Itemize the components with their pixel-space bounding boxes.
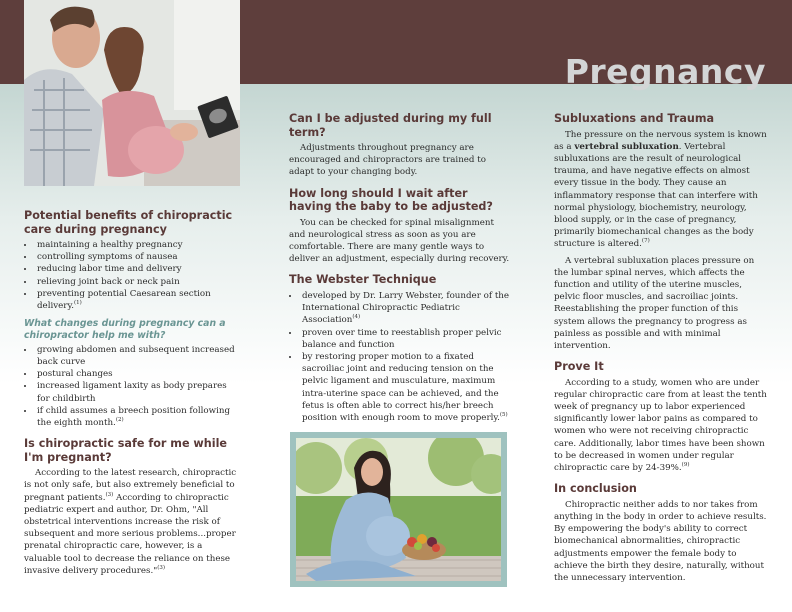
list-item-text: increased ligament laxity as body prepares for childbirth [37,381,227,404]
list-item [35,263,242,275]
benefits-list [24,239,242,312]
page-title: Pregnancy [564,52,766,91]
citation: (1) [73,300,82,307]
list-item [300,351,510,424]
list-item [300,327,510,351]
adjusted-section [289,112,510,179]
list-item-text: reducing labor time and delivery [37,264,182,275]
adjusted-heading: Can I be adjusted during my full term? [289,112,492,139]
list-item-text: controlling symptoms of nausea [37,252,178,263]
adjusted-paragraph: Adjustments throughout pregnancy are encouraged and chiropractors are trained to adapt to your changing body. [289,143,486,178]
prove-paragraph [554,377,770,475]
wait-paragraph: You can be checked for spinal misalignment and neurological stress as soon as you are comfortable. There are many gentle ways to deliver an adjustment, especially during recovery. [289,217,510,265]
paragraph-text: According to a study, women who are under regular chiropractic care from at least the tenth week of pregnancy up to labor experienced significantly lower labor pains as compared to women who were not receiving chiropractic care. Additionally, labor times have been shown to be decreased in women under regular chiropractic care by 24-39%. [554,377,767,474]
list-item [35,380,242,404]
benefits-section [24,209,242,429]
safety-section [24,437,242,577]
changes-heading: What changes during pregnancy can a chiropractor help me with? [24,318,226,342]
prove-heading: Prove It [554,360,604,374]
subluxations-paragraph-2: A vertebral subluxation places pressure on the lumbar spinal nerves, which affects the function and utility of the uterine muscles, pelvic floor muscles, and sacroiliac joints. Reestablishing the proper function of this system allows the pregnancy to progress as painless as possible and with minimal intervention. [554,255,755,351]
list-item-text: relieving joint back or neck pain [37,276,180,287]
paragraph-text: According to chiropractic pediatric expert and author, Dr. Ohm, "All obstetrical interventions increase the risk of subsequent and more serious problems...proper prenatal chiropractic care, however, is a valuable tool to decrease the reliance on these invasive delivery procedures." [24,492,236,576]
citation: (9) [681,462,690,469]
changes-list [24,344,242,429]
column-2 [289,112,510,432]
list-item [35,251,242,263]
list-item-text: postural changes [37,369,113,380]
citation: (2) [115,417,124,424]
list-item [35,405,242,429]
paragraph-text: The pressure on the nervous system is known as a [554,129,767,152]
safety-heading: Is chiropractic safe for me while I'm pregnant? [24,437,227,464]
list-item-text: preventing potential Caesarean section delivery. [37,288,211,312]
list-item [35,239,242,251]
citation: (3) [105,491,114,498]
list-item-text: proven over time to reestablish proper pelvic balance and function [302,327,502,350]
column-1 [24,209,242,585]
webster-list [289,290,510,424]
paragraph-text: . Vertebral subluxations are the result of neurological trauma, and have negative effects on almost every tissue in the body. They cause an inflammatory response that can interfere with normal physiology, biochemistry, neurology, blood supply, or in the case of pregnancy, primarily biomechanical changes as the body structure is altered. [554,141,758,250]
paragraph-text: According to the latest research, chiropractic is not only safe, but also extremely beneficial to pregnant patients. [24,468,237,503]
list-item [300,290,510,327]
list-item [35,276,242,288]
citation: (4) [352,314,361,321]
wait-heading: How long should I wait after having the baby to be adjusted? [289,186,493,214]
list-item-text: growing abdomen and subsequent increased back curve [37,344,235,368]
webster-heading: The Webster Technique [289,273,437,287]
conclusion-heading: In conclusion [554,482,637,496]
couple-ultrasound-illustration [24,0,240,186]
safety-paragraph [24,467,242,577]
citation: (7) [641,238,650,245]
list-item-text: developed by Dr. Larry Webster, founder of the International Chiropractic Pediatric Association [302,290,510,326]
pregnant-woman-photo [296,438,501,581]
citation: (3) [157,564,166,571]
list-item [35,368,242,380]
pregnant-woman-illustration [296,438,501,581]
wait-section [289,187,510,266]
webster-section [289,273,510,424]
subluxations-paragraph-1 [554,129,770,251]
bold-term: vertebral subluxation [574,141,679,152]
list-item-text: by restoring proper motion to a fixated sacroiliac joint and reducing tension on the pelvic ligament and musculature, maximum intra-uterine space can be achieved, and the fetus is often able to correct his/her breech position with enough room to move properly. [302,351,500,423]
prove-section [554,360,770,474]
subluxations-heading: Subluxations and Trauma [554,112,715,125]
benefits-heading: Potential benefits of chiropractic care during pregnancy [24,209,233,236]
list-item [35,344,242,368]
column-3 [554,112,770,592]
conclusion-section [554,482,770,584]
couple-ultrasound-photo [24,0,240,186]
subluxations-section [554,112,770,352]
pregnant-woman-photo-frame [290,432,507,587]
list-item [35,288,242,312]
list-item-text: if child assumes a breech position following the eighth month. [37,405,231,429]
citation: (5) [499,412,508,419]
list-item-text: maintaining a healthy pregnancy [37,240,183,250]
conclusion-paragraph: Chiropractic neither adds to nor takes from anything in the body in order to achieve results. By empowering the body's ability to correct biomechanical abnormalities, chiropractic adjustments empower the female body to achieve the birth they desire, naturally, without the unnecessary intervention. [554,499,767,583]
